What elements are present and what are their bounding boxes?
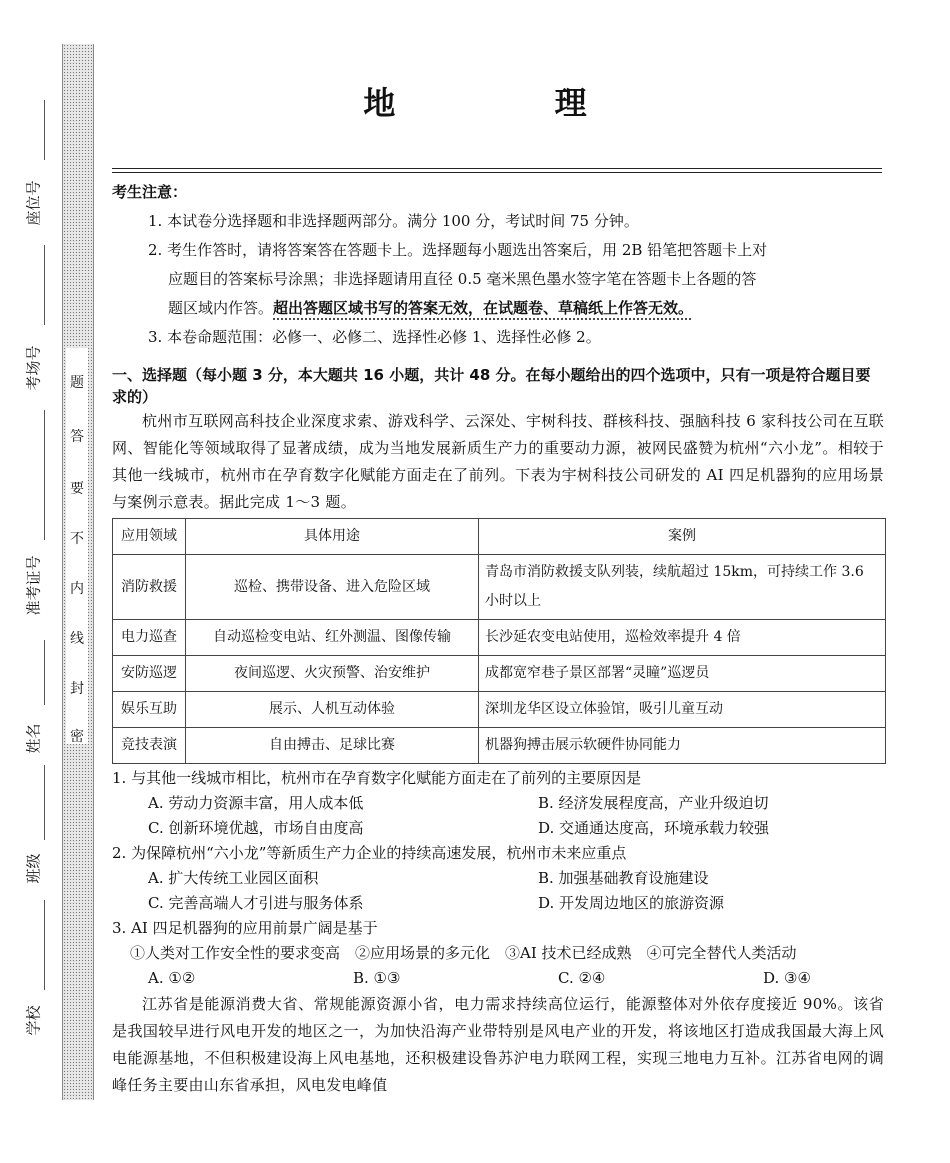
- seal-char: 题: [70, 375, 84, 391]
- table-header: 应用领域: [113, 519, 186, 555]
- seal-char: 封: [70, 681, 84, 697]
- question-stem: 3. AI 四足机器狗的应用前景广阔是基于: [112, 919, 378, 937]
- application-table: [112, 518, 886, 764]
- option: C. 创新环境优越，市场自由度高: [148, 819, 364, 837]
- table-row: [113, 656, 886, 692]
- table-row: [113, 555, 886, 620]
- notice-item-cont: 应题目的答案标号涂黑；非选择题请用直径 0.5 毫米黑色墨水签字笔在答题卡上各题的答: [168, 270, 757, 288]
- seal-char: 答: [70, 429, 84, 445]
- table-row: [113, 692, 886, 728]
- fill-line: [44, 640, 45, 705]
- option: A. 扩大传统工业园区面积: [148, 869, 319, 887]
- notice-item: 1. 本试卷分选择题和非选择题两部分。满分 100 分，考试时间 75 分钟。: [148, 212, 639, 230]
- option: C. 完善高端人才引进与服务体系: [148, 894, 364, 912]
- fill-line: [44, 765, 45, 840]
- option: B. ①③: [353, 969, 401, 987]
- seal-line-box: [66, 348, 88, 744]
- table-row: [113, 728, 886, 764]
- question-statements: ①人类对工作安全性的要求变高 ②应用场景的多元化 ③AI 技术已经成熟 ④可完全替代人类活动: [130, 944, 797, 962]
- page-title: 地 理: [363, 84, 661, 122]
- seal-char: 不: [70, 531, 84, 547]
- passage-paragraph: 江苏省是能源消费大省、常规能源资源小省，电力需求持续高位运行，能源整体对外依存度接近 90%。该省是我国较早进行风电开发的地区之一，为加快沿海产业带特别是风电产业的开发，将该地区打造成我国最大海上风电能源基地，不但积极建设海上风电基地，还积极建设鲁苏沪电力联网工程，实现三地电力互补。江苏省电网的调峰任务主要由山东省承担，风电发电峰值: [112, 995, 884, 1094]
- exam-content: [112, 178, 884, 1099]
- option-row: [112, 791, 884, 816]
- school-label: 学校: [24, 1005, 43, 1036]
- fill-line: [44, 245, 45, 325]
- fill-line: [44, 900, 45, 990]
- table-cell: 电力巡查: [113, 620, 186, 656]
- table-cell: 安防巡逻: [113, 656, 186, 692]
- class-label: 班级: [24, 853, 43, 884]
- question-stem: 2. 为保障杭州“六小龙”等新质生产力企业的持续高速发展，杭州市未来应重点: [112, 844, 627, 862]
- option: B. 加强基础教育设施建设: [538, 869, 709, 887]
- fill-line: [44, 410, 45, 540]
- option: A. ①②: [148, 969, 196, 987]
- seal-char: 线: [70, 631, 84, 647]
- table-cell: 巡检、携带设备、进入危险区域: [186, 555, 479, 620]
- table-cell: 深圳龙华区设立体验馆，吸引儿童互动: [479, 692, 886, 728]
- option: C. ②④: [558, 969, 606, 987]
- notice-item-cont: [112, 294, 884, 323]
- notice-item: 2. 考生作答时，请将答案答在答题卡上。选择题每小题选出答案后，用 2B 铅笔把答题卡上对: [148, 241, 768, 259]
- option-row: [112, 966, 884, 991]
- seal-char: 内: [70, 581, 84, 597]
- table-cell: 机器狗搏击展示软硬件协同能力: [479, 728, 886, 764]
- table-cell: 夜间巡逻、火灾预警、治安维护: [186, 656, 479, 692]
- option: D. ③④: [763, 969, 811, 987]
- table-cell: 自由搏击、足球比赛: [186, 728, 479, 764]
- notice-heading: 考生注意：: [112, 183, 188, 201]
- table-cell: 消防救援: [113, 555, 186, 620]
- table-cell: 自动巡检变电站、红外测温、图像传输: [186, 620, 479, 656]
- table-cell: 成都宽窄巷子景区部署“灵瞳”巡逻员: [479, 656, 886, 692]
- title-divider: [112, 172, 882, 173]
- seal-char: 要: [70, 481, 84, 497]
- notice-emphasis: 超出答题区域书写的答案无效，在试题卷、草稿纸上作答无效。: [273, 299, 694, 317]
- option: D. 交通通达度高，环境承载力较强: [538, 819, 770, 837]
- table-cell: 长沙延农变电站使用，巡检效率提升 4 倍: [479, 620, 886, 656]
- question-stem: 1. 与其他一线城市相比，杭州市在孕育数字化赋能方面走在了前列的主要原因是: [112, 769, 642, 787]
- option: B. 经济发展程度高，产业升级迫切: [538, 794, 769, 812]
- table-header-row: [113, 519, 886, 555]
- table-row: [113, 620, 886, 656]
- option: A. 劳动力资源丰富，用人成本低: [148, 794, 364, 812]
- table-cell: 娱乐互助: [113, 692, 186, 728]
- intro-paragraph: 杭州市互联网高科技企业深度求索、游戏科学、云深处、宇树科技、群核科技、强脑科技 6 家科技公司在互联网、智能化等领域取得了显著成绩，成为当地发展新质生产力的重要动力源，被网民盛赞为杭州“六小龙”。相较于其他一线城市，杭州市在孕育数字化赋能方面走在了前列。下表为宇树科技公司研发的 AI 四足机器狗的应用场景与案例示意表。据此完成 1～3 题。: [112, 412, 884, 511]
- title-divider: [112, 168, 882, 169]
- name-label: 姓名: [24, 723, 43, 754]
- option-row: [112, 866, 884, 891]
- table-header: 具体用途: [186, 519, 479, 555]
- seal-char: 密: [70, 729, 84, 745]
- table-header: 案例: [479, 519, 886, 555]
- notice-text: 题区域内作答。: [168, 299, 274, 317]
- table-cell: 青岛市消防救援支队列装，续航超过 15km，可持续工作 3.6 小时以上: [479, 555, 886, 620]
- option-row: [112, 891, 884, 916]
- option: D. 开发周边地区的旅游资源: [538, 894, 725, 912]
- section-heading: 一、选择题（每小题 3 分，本大题共 16 小题，共计 48 分。在每小题给出的四个选项中，只有一项是符合题目要求的）: [112, 366, 871, 406]
- exam-room-label: 考场号: [24, 345, 43, 391]
- seat-number-label: 座位号: [24, 180, 43, 226]
- table-cell: 竞技表演: [113, 728, 186, 764]
- notice-item: 3. 本卷命题范围：必修一、必修二、选择性必修 1、选择性必修 2。: [148, 328, 601, 346]
- table-cell: 展示、人机互动体验: [186, 692, 479, 728]
- option-row: [112, 816, 884, 841]
- admission-number-label: 准考证号: [24, 555, 43, 616]
